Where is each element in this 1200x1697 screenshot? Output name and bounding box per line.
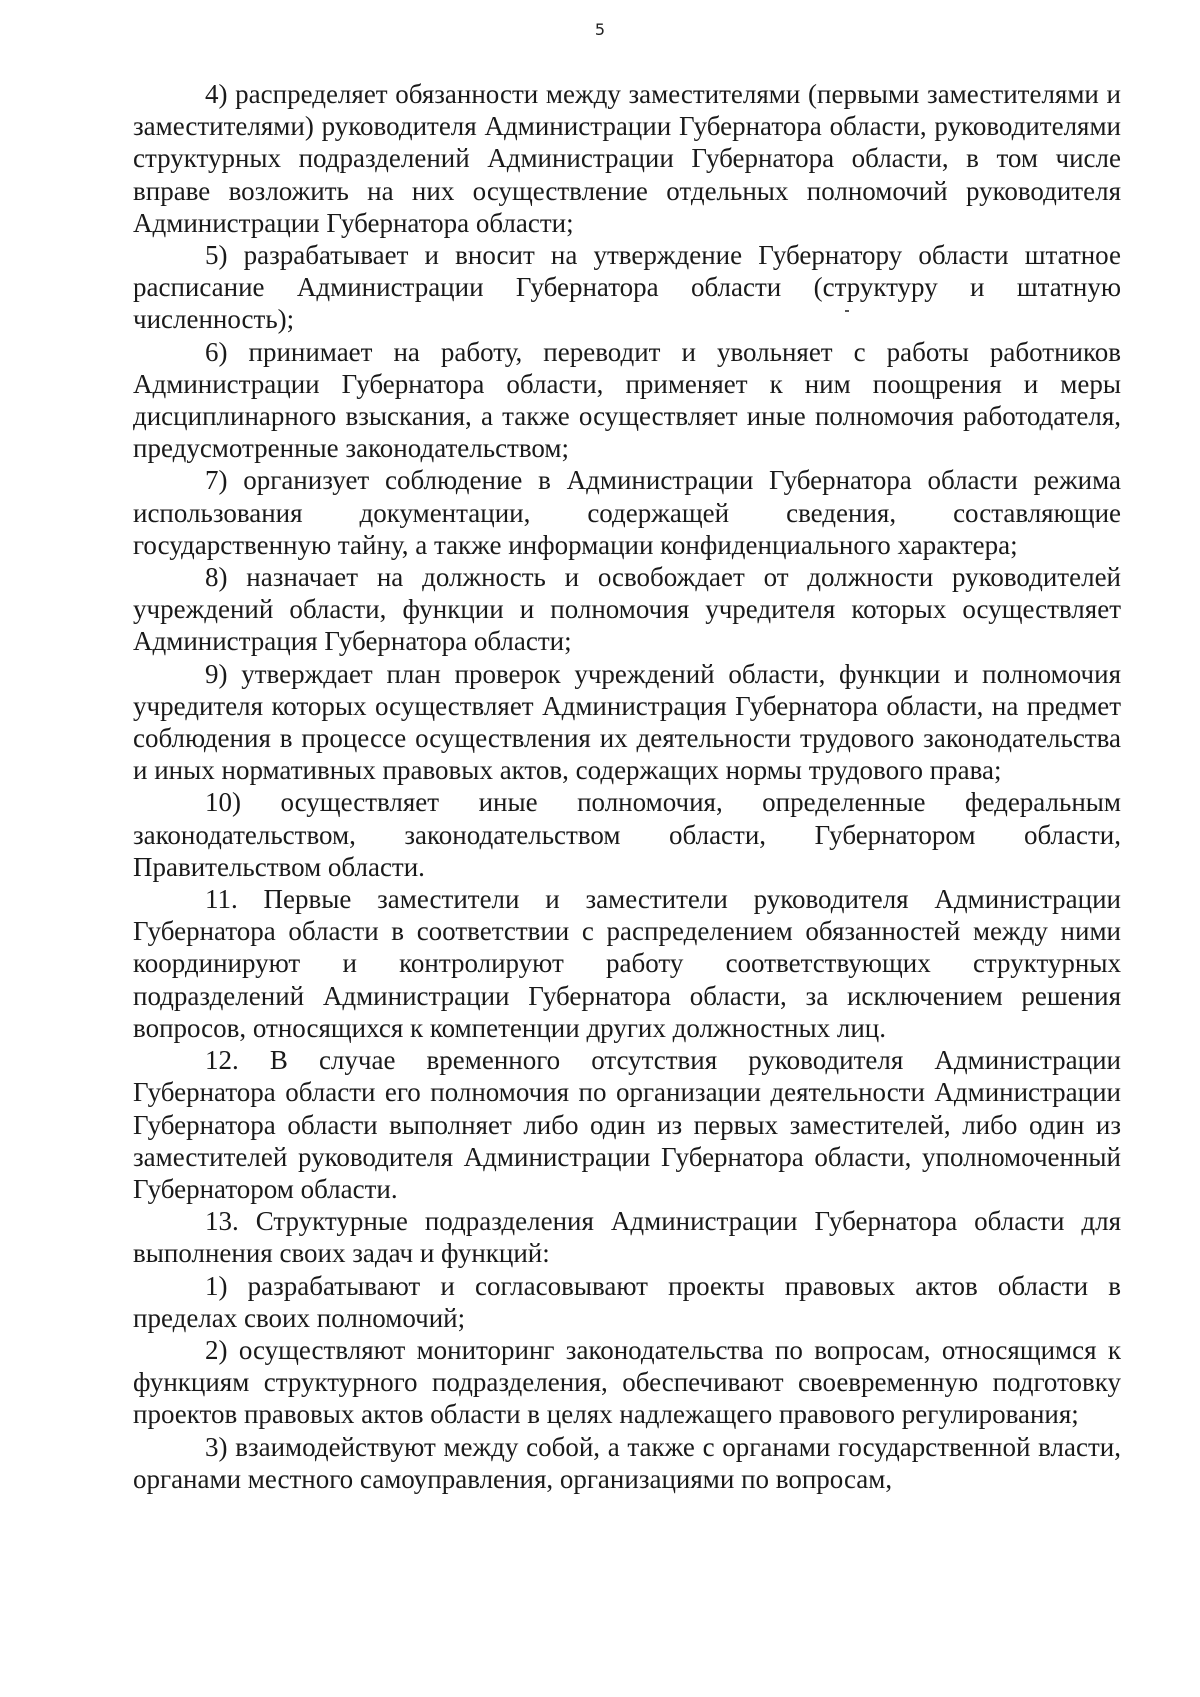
paragraph-item-8: 8) назначает на должность и освобождает от должности руководителей учреждений области, функции и полномочия учредителя которых осуществляет Администрация Губернатора области;	[133, 562, 1121, 657]
paragraph-section-13: 13. Структурные подразделения Администрации Губернатора области для выполнения своих задач и функций:	[133, 1206, 1121, 1269]
paragraph-item-5: 5) разрабатывает и вносит на утверждение Губернатору области штатное расписание Администрации Губернатора области (структуру и штатную численность);	[133, 240, 1121, 335]
paragraph-item-7: 7) организует соблюдение в Администрации Губернатора области режима использования документации, содержащей сведения, составляющие государственную тайну, а также информации конфиденциального характера;	[133, 465, 1121, 560]
page-number: 5	[594, 20, 606, 39]
document-body	[133, 78, 1121, 1495]
paragraph-item-9: 9) утверждает план проверок учреждений области, функции и полномочия учредителя которых осуществляет Администрация Губернатора области, на предмет соблюдения в процессе осуществления их деятельности трудового законодательства и иных нормативных правовых актов, содержащих нормы трудового права;	[133, 658, 1121, 786]
paragraph-section-12: 12. В случае временного отсутствия руководителя Администрации Губернатора области его полномочия по организации деятельности Администрации Губернатора области выполняет либо один из первых заместителей, либо один из заместителей руководителя Администрации Губернатора области, уполномоченный Губернатором области.	[133, 1045, 1121, 1204]
paragraph-subitem-2: 2) осуществляют мониторинг законодательства по вопросам, относящимся к функциям структурного подразделения, обеспечивают своевременную подготовку проектов правовых актов области в целях надлежащего правового регулирования;	[133, 1334, 1121, 1430]
paragraph-item-4: 4) распределяет обязанности между заместителями (первыми заместителями и заместителями) руководителя Администрации Губернатора области, руководителями структурных подразделений Администрации Губернатора области, в том числе вправе возложить на них осуществление отдельных полномочий руководителя Администрации Губернатора области;	[133, 79, 1121, 238]
paragraph-subitem-3: 3) взаимодействуют между собой, а также с органами государственной власти, органами местного самоуправления, организациями по вопросам,	[133, 1431, 1121, 1494]
paragraph-section-11: 11. Первые заместители и заместители руководителя Администрации Губернатора области в соответствии с распределением обязанностей между ними координируют и контролируют работу соответствующих структурных подразделений Администрации Губернатора области, за исключением решения вопросов, относящихся к компетенции других должностных лиц.	[133, 884, 1121, 1043]
paragraph-item-6: 6) принимает на работу, переводит и увольняет с работы работников Администрации Губернатора области, применяет к ним поощрения и меры дисциплинарного взыскания, а также осуществляет иные полномочия работодателя, предусмотренные законодательством;	[133, 336, 1121, 464]
paragraph-subitem-1: 1) разрабатывают и согласовывают проекты правовых актов области в пределах своих полномочий;	[133, 1270, 1121, 1333]
paragraph-item-10: 10) осуществляет иные полномочия, определенные федеральным законодательством, законодательством области, Губернатором области, Правительством области.	[133, 787, 1121, 882]
